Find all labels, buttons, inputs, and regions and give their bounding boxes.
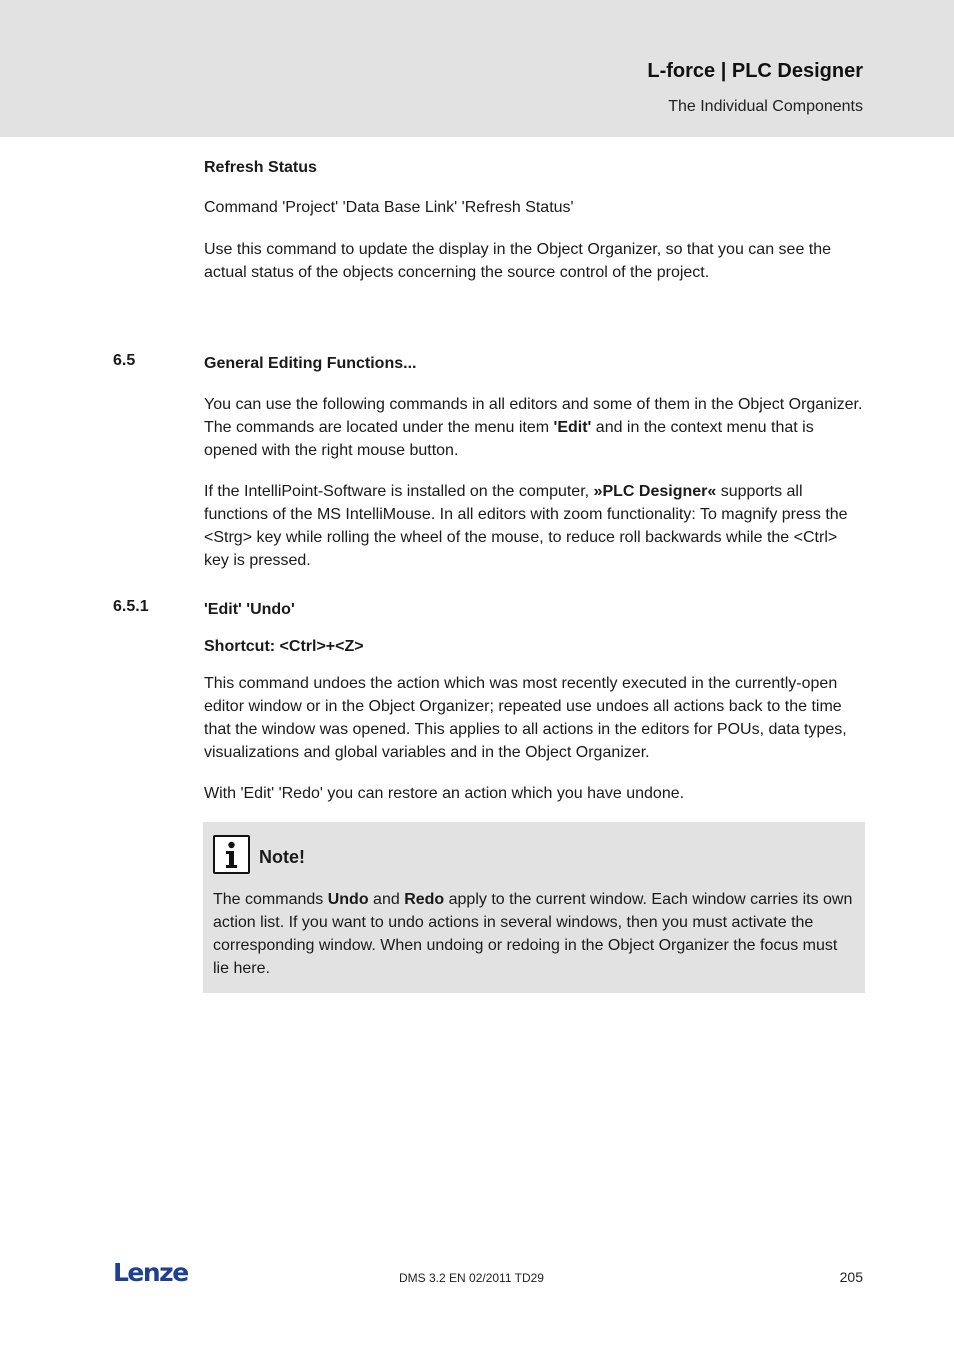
refresh-status-command: Command 'Project' 'Data Base Link' 'Refresh Status'	[204, 199, 574, 216]
header-title: L-force | PLC Designer	[647, 60, 863, 82]
page-header	[0, 0, 954, 137]
refresh-status-body: Use this command to update the display in the Object Organizer, so that you can see the actual status of the objects concerning the source control of the project.	[204, 241, 832, 281]
shortcut-line: Shortcut: <Ctrl>+<Z>	[204, 638, 364, 655]
bold-term: Redo	[404, 891, 445, 908]
refresh-status-heading: Refresh Status	[204, 159, 317, 176]
bold-term: 'Edit'	[553, 419, 592, 436]
lenze-logo: Lenze	[113, 1258, 188, 1287]
paragraph-text: You can use the following commands in all editors and some of them in the Object Organizer. The commands are located under the menu item	[204, 396, 863, 436]
paragraph-text: If the IntelliPoint-Software is installed on the computer,	[204, 483, 594, 500]
note-box	[203, 822, 865, 993]
paragraph: This command undoes the action which was most recently executed in the currently-open editor window or in the Object Organizer; repeated use undoes all actions back to the time that the window was opened. This applies to all actions in the editors for POUs, data types, visualizations and global variables and in the Object Organizer.	[204, 675, 847, 761]
bold-term: »PLC Designer«	[593, 483, 717, 500]
note-text-part: The commands	[213, 891, 328, 908]
note-text-part: and	[368, 891, 405, 908]
section-title: General Editing Functions...	[204, 355, 417, 372]
info-icon	[213, 835, 250, 874]
paragraph	[204, 393, 864, 462]
note-text	[213, 888, 853, 980]
paragraph-text: supports all functions of the MS IntelliMouse. In all editors with zoom functionality: To magnify press the <Strg> key while rolling the wheel of the mouse, to reduce roll backwards while the <Ctrl> key is pressed.	[204, 483, 848, 569]
page-number: 205	[839, 1269, 863, 1285]
paragraph-text: and in the context menu that is opened with the right mouse button.	[204, 419, 814, 459]
note-title: Note!	[259, 847, 305, 867]
bold-term: Undo	[327, 891, 369, 908]
paragraph	[204, 480, 864, 572]
document-id: DMS 3.2 EN 02/2011 TD29	[399, 1271, 544, 1285]
note-text-part: apply to the current window. Each window carries its own action list. If you want to undo actions in several windows, then you must activate the corresponding window. When undoing or redoing in the Object Organizer the focus must lie here.	[213, 891, 853, 977]
header-subtitle: The Individual Components	[668, 98, 863, 115]
subsection-number: 6.5.1	[113, 598, 149, 615]
subsection-title: 'Edit' 'Undo'	[204, 601, 295, 618]
section-number: 6.5	[113, 352, 136, 369]
paragraph: With 'Edit' 'Redo' you can restore an action which you have undone.	[204, 785, 685, 802]
